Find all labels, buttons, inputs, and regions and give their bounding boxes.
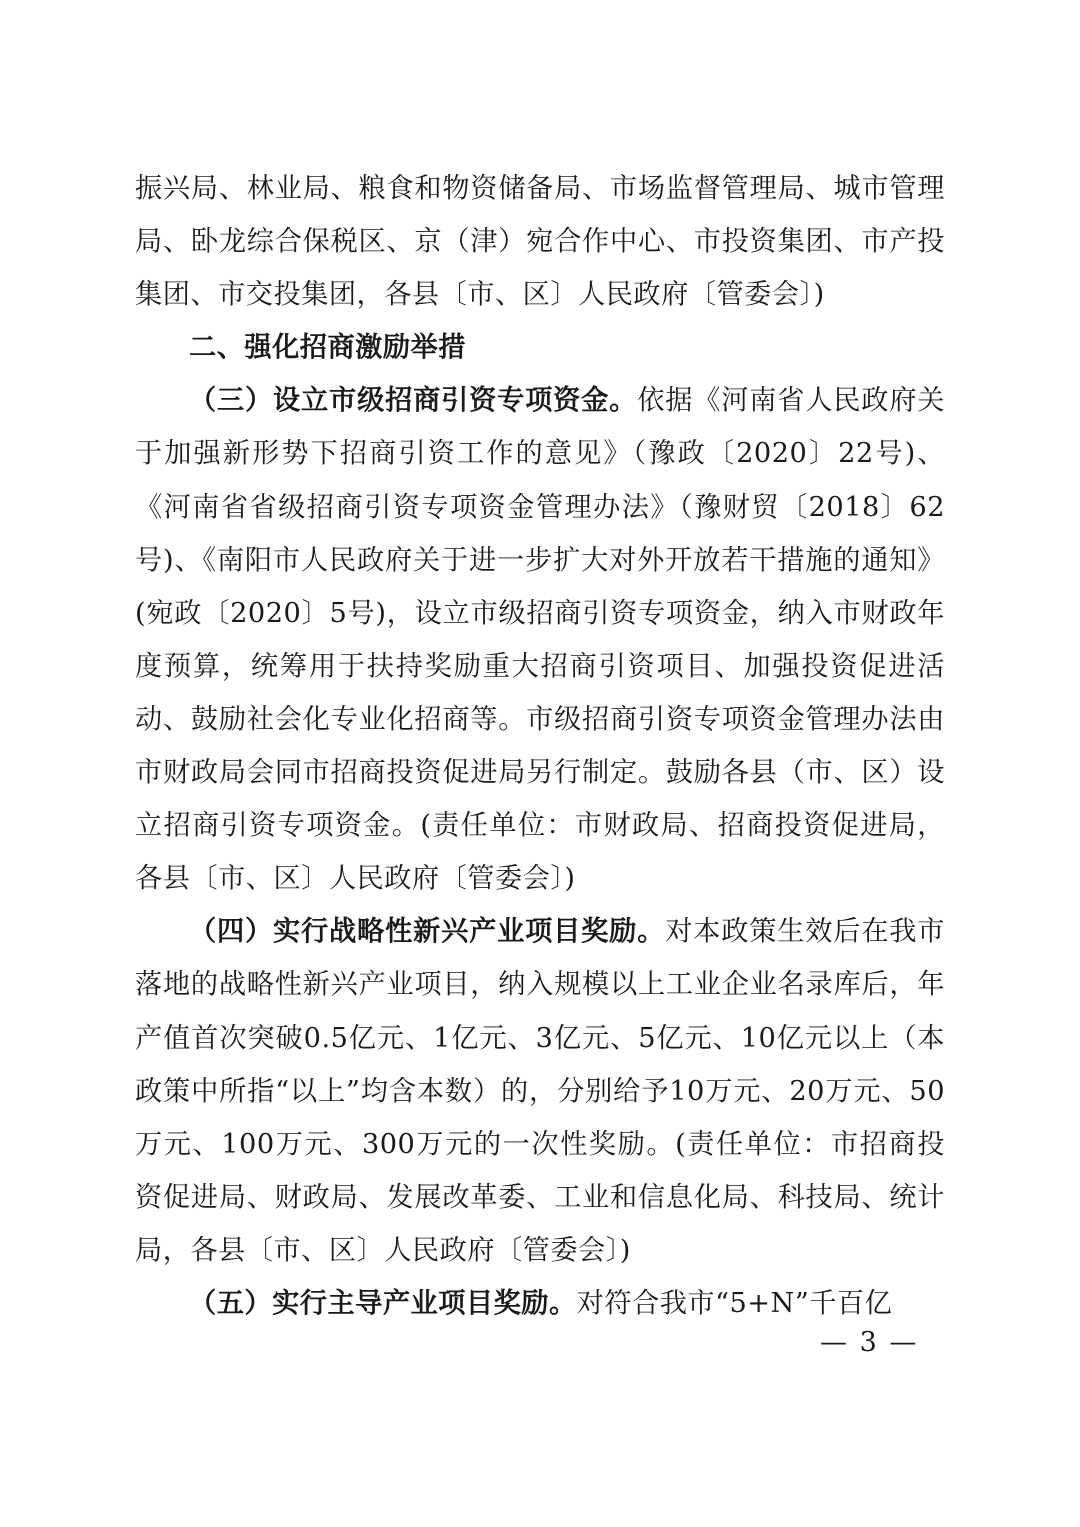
item-body-4: 对本政策生效后在我市落地的战略性新兴产业项目，纳入规模以上工业企业名录库后，年产值首次突破0.5亿元、1亿元、3亿元、5亿元、10亿元以上（本政策中所指“以上”均含本数）的，分别给予10万元、20万元、50万元、100万元、300万元的一次性奖励。(责任单位：市招商投资促进局、财政局、发展改革委、工业和信息化局、科技局、统计局，各县〔市、区〕人民政府〔管委会〕) [135,916,945,1266]
item-lead-3: （三）设立市级招商引资专项资金。 [189,384,638,417]
item-paragraph-3 [135,374,945,905]
item-body-3: 依据《河南省人民政府关于加强新形势下招商引资工作的意见》（豫政〔2020〕22号)、《河南省省级招商引资专项资金管理办法》（豫财贸〔2018〕62号)、《南阳市人民政府关于进一步扩大对外开放若干措施的通知》(宛政〔2020〕5号)，设立市级招商引资专项资金，纳入市财政年度预算，统筹用于扶持奖励重大招商引资项目、加强投资促进活动、鼓励社会化专业化招商等。市级招商引资专项资金管理办法由市财政局会同市招商投资促进局另行制定。鼓励各县（市、区）设立招商引资专项资金。(责任单位：市财政局、招商投资促进局，各县〔市、区〕人民政府〔管委会〕) [135,385,945,895]
document-body [135,162,945,1330]
item-body-5: 对符合我市“5+N”千百亿 [576,1287,893,1319]
continuation-paragraph: 振兴局、林业局、粮食和物资储备局、市场监督管理局、城市管理局、卧龙综合保税区、京（津）宛合作中心、市投资集团、市产投集团、市交投集团，各县〔市、区〕人民政府〔管委会〕) [135,173,945,311]
item-paragraph-4 [135,905,945,1277]
item-lead-4: （四）实行战略性新兴产业项目奖励。 [189,915,666,948]
section-heading: 二、强化招商激励举措 [189,331,466,364]
item-lead-5: （五）实行主导产业项目奖励。 [189,1286,577,1319]
page-number: — 3 — [820,1327,919,1358]
